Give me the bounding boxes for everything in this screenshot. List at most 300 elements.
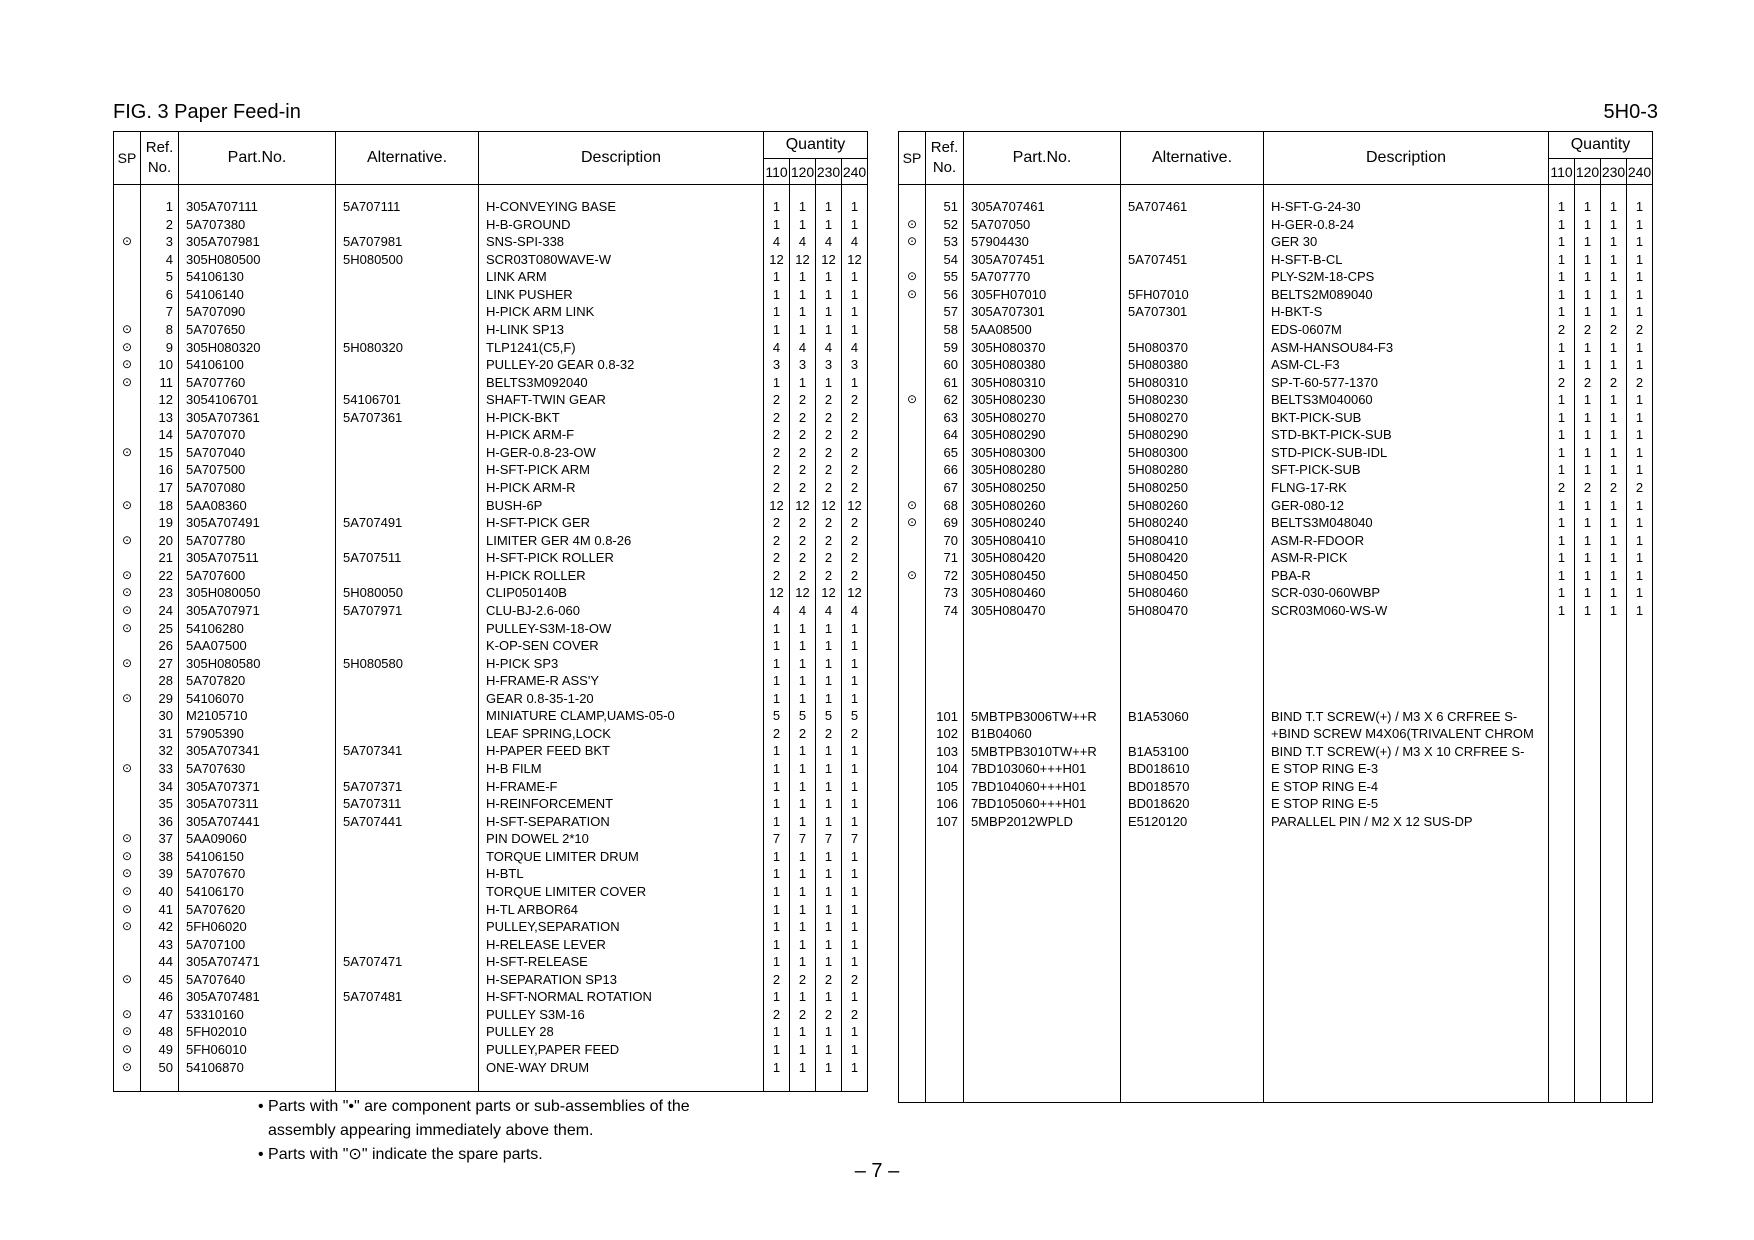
qty-110: 2: [764, 461, 790, 479]
table-row: [114, 426, 868, 444]
ref-no: 25: [141, 620, 179, 638]
spare-marker: [114, 953, 141, 971]
qty-230: 1: [1601, 356, 1627, 374]
table-row: [114, 1006, 868, 1024]
spare-marker: ⊙: [114, 233, 141, 251]
qty-120: 4: [790, 339, 816, 357]
qty-230: 1: [816, 690, 842, 708]
spare-marker: [899, 198, 926, 216]
ref-no: 5: [141, 268, 179, 286]
qty-110: 2: [764, 971, 790, 989]
part-no: 5A707630: [179, 760, 336, 778]
part-no: 305A707481: [179, 988, 336, 1006]
table-row: [114, 514, 868, 532]
part-no: 305A707511: [179, 549, 336, 567]
alternative-part-no: [336, 303, 479, 321]
part-no: 5AA09060: [179, 830, 336, 848]
qty-230: 1: [1601, 391, 1627, 409]
qty-230: 1: [816, 813, 842, 831]
description: BIND T.T SCREW(+) / M3 X 6 CRFREE S-: [1264, 708, 1549, 726]
table-row: [114, 725, 868, 743]
qty-120: 1: [790, 321, 816, 339]
spare-marker: [114, 303, 141, 321]
table-row: [899, 216, 1653, 234]
alternative-part-no: B1A53060: [1121, 708, 1264, 726]
qty-110: 1: [764, 988, 790, 1006]
qty-240: 1: [842, 742, 868, 760]
qty-110: 2: [1549, 374, 1575, 392]
header-alternative: Alternative.: [336, 132, 479, 185]
ref-no: 23: [141, 584, 179, 602]
qty-110: 1: [764, 918, 790, 936]
qty-120: 12: [790, 251, 816, 269]
qty-110: 1: [764, 742, 790, 760]
qty-120: 1: [1575, 444, 1601, 462]
description: SCR03T080WAVE-W: [479, 251, 764, 269]
qty-110: 1: [1549, 198, 1575, 216]
qty-120: 2: [1575, 374, 1601, 392]
qty-110: 2: [764, 514, 790, 532]
qty-230: 1: [816, 216, 842, 234]
qty-240: 1: [1627, 514, 1653, 532]
qty-120: 1: [790, 778, 816, 796]
description: SCR-030-060WBP: [1264, 584, 1549, 602]
qty-120: 1: [1575, 567, 1601, 585]
qty-240: 2: [842, 725, 868, 743]
qty-240: 12: [842, 497, 868, 515]
part-no: 5A707070: [179, 426, 336, 444]
qty-240: 1: [1627, 461, 1653, 479]
parts-list-right: [899, 185, 1653, 1103]
qty-120: 2: [790, 391, 816, 409]
ref-no: 45: [141, 971, 179, 989]
table-row: [114, 374, 868, 392]
part-no: 305H080260: [964, 497, 1121, 515]
spare-marker: [899, 409, 926, 427]
table-row: [899, 321, 1653, 339]
part-no: 57905390: [179, 725, 336, 743]
qty-240: 1: [1627, 497, 1653, 515]
ref-no: 28: [141, 672, 179, 690]
description: H-SFT-SEPARATION: [479, 813, 764, 831]
alternative-part-no: [336, 356, 479, 374]
description: PLY-S2M-18-CPS: [1264, 268, 1549, 286]
qty-110: 1: [1549, 268, 1575, 286]
spare-marker: [899, 813, 926, 831]
qty-110: 1: [764, 374, 790, 392]
qty-230: 5: [816, 707, 842, 725]
ref-no: 30: [141, 707, 179, 725]
table-row: [899, 374, 1653, 392]
description: PULLEY S3M-16: [479, 1006, 764, 1024]
qty-110: [1549, 795, 1575, 813]
part-no: 305A707981: [179, 233, 336, 251]
part-no: 7BD103060+++H01: [964, 760, 1121, 778]
spare-marker: ⊙: [114, 444, 141, 462]
spare-marker: ⊙: [114, 830, 141, 848]
qty-110: 3: [764, 356, 790, 374]
spare-marker: [899, 303, 926, 321]
description: H-SEPARATION SP13: [479, 971, 764, 989]
description: SP-T-60-577-1370: [1264, 374, 1549, 392]
header-model-240: 240: [842, 159, 868, 185]
ref-no: 102: [926, 725, 964, 743]
qty-240: 1: [1627, 286, 1653, 304]
spare-marker: [899, 708, 926, 726]
qty-110: 4: [764, 339, 790, 357]
qty-240: 3: [842, 356, 868, 374]
qty-110: 2: [764, 444, 790, 462]
table-row: [899, 356, 1653, 374]
description: H-B FILM: [479, 760, 764, 778]
alternative-part-no: [336, 461, 479, 479]
header-quantity: Quantity: [1549, 132, 1653, 159]
qty-230: 1: [816, 637, 842, 655]
qty-230: 1: [816, 795, 842, 813]
qty-230: 1: [1601, 426, 1627, 444]
alternative-part-no: [1121, 233, 1264, 251]
description: PARALLEL PIN / M2 X 12 SUS-DP: [1264, 813, 1549, 831]
description: ASM-R-FDOOR: [1264, 532, 1549, 550]
ref-no: 29: [141, 690, 179, 708]
description: H-SFT-G-24-30: [1264, 198, 1549, 216]
qty-120: 1: [1575, 461, 1601, 479]
qty-110: 1: [764, 1041, 790, 1059]
table-row: [899, 778, 1653, 796]
description: ASM-CL-F3: [1264, 356, 1549, 374]
table-row: [114, 830, 868, 848]
qty-120: 1: [790, 760, 816, 778]
qty-120: 1: [790, 901, 816, 919]
ref-no: 47: [141, 1006, 179, 1024]
ref-no: 59: [926, 339, 964, 357]
qty-120: 1: [790, 620, 816, 638]
qty-240: 2: [1627, 321, 1653, 339]
qty-120: 1: [1575, 286, 1601, 304]
alternative-part-no: BD018610: [1121, 760, 1264, 778]
qty-230: 1: [816, 303, 842, 321]
qty-120: [1575, 760, 1601, 778]
table-row: [114, 549, 868, 567]
description: PULLEY,PAPER FEED: [479, 1041, 764, 1059]
qty-120: 1: [790, 848, 816, 866]
spare-marker: [114, 198, 141, 216]
header-description: Description: [1264, 132, 1549, 185]
part-no: 305H080460: [964, 584, 1121, 602]
qty-110: 1: [764, 813, 790, 831]
table-row: [114, 918, 868, 936]
header-model-110: 110: [764, 159, 790, 185]
qty-110: 12: [764, 251, 790, 269]
table-row: [114, 971, 868, 989]
spare-marker: ⊙: [899, 286, 926, 304]
qty-230: 2: [816, 426, 842, 444]
part-no: 3054106701: [179, 391, 336, 409]
qty-120: 2: [790, 426, 816, 444]
alternative-part-no: [336, 426, 479, 444]
ref-no: 40: [141, 883, 179, 901]
spacer-row: [114, 185, 868, 199]
header-model-230: 230: [1601, 159, 1627, 185]
qty-110: 1: [764, 198, 790, 216]
qty-240: 1: [1627, 356, 1653, 374]
alternative-part-no: [336, 760, 479, 778]
spare-marker: [899, 778, 926, 796]
alternative-part-no: 54106701: [336, 391, 479, 409]
part-no: 5A707620: [179, 901, 336, 919]
qty-120: 1: [1575, 198, 1601, 216]
spare-marker: [114, 778, 141, 796]
qty-110: 1: [764, 303, 790, 321]
qty-110: [1549, 813, 1575, 831]
table-row: [114, 444, 868, 462]
description: H-PICK ARM LINK: [479, 303, 764, 321]
qty-240: [1627, 778, 1653, 796]
qty-120: 2: [790, 479, 816, 497]
table-row: [899, 549, 1653, 567]
qty-240: 1: [842, 813, 868, 831]
qty-120: 1: [1575, 356, 1601, 374]
table-row: [114, 672, 868, 690]
part-no: 54106170: [179, 883, 336, 901]
description: LEAF SPRING,LOCK: [479, 725, 764, 743]
part-no: 54106280: [179, 620, 336, 638]
table-row: [899, 461, 1653, 479]
spare-marker: [114, 742, 141, 760]
spare-marker: ⊙: [114, 971, 141, 989]
qty-240: [1627, 743, 1653, 761]
ref-no: 51: [926, 198, 964, 216]
table-row: [899, 725, 1653, 743]
ref-no: 6: [141, 286, 179, 304]
description: LINK ARM: [479, 268, 764, 286]
spare-marker: [114, 479, 141, 497]
qty-240: 1: [1627, 602, 1653, 620]
table-row: [114, 567, 868, 585]
note-component-parts-continued: assembly appearing immediately above them.: [268, 1122, 594, 1139]
qty-110: 2: [1549, 479, 1575, 497]
part-no: 305A707361: [179, 409, 336, 427]
description: H-PICK ARM-F: [479, 426, 764, 444]
ref-no: 74: [926, 602, 964, 620]
spare-marker: ⊙: [114, 865, 141, 883]
ref-no: 53: [926, 233, 964, 251]
ref-no: 7: [141, 303, 179, 321]
part-no: 305H080320: [179, 339, 336, 357]
ref-no: 11: [141, 374, 179, 392]
qty-110: 1: [1549, 602, 1575, 620]
qty-120: [1575, 778, 1601, 796]
qty-240: 1: [842, 637, 868, 655]
description: TORQUE LIMITER COVER: [479, 883, 764, 901]
qty-110: 1: [1549, 461, 1575, 479]
spare-marker: [899, 725, 926, 743]
spare-marker: ⊙: [114, 1041, 141, 1059]
ref-no: 13: [141, 409, 179, 427]
qty-240: 2: [842, 479, 868, 497]
qty-120: 2: [1575, 479, 1601, 497]
qty-120: 1: [790, 268, 816, 286]
part-no: 305H080270: [964, 409, 1121, 427]
table-row: [114, 865, 868, 883]
alternative-part-no: 5H080470: [1121, 602, 1264, 620]
qty-120: 1: [790, 303, 816, 321]
ref-no: 3: [141, 233, 179, 251]
description: H-GER-0.8-24: [1264, 216, 1549, 234]
description: PBA-R: [1264, 567, 1549, 585]
qty-230: 1: [816, 760, 842, 778]
qty-230: 1: [816, 620, 842, 638]
ref-no: 1: [141, 198, 179, 216]
qty-110: 1: [764, 901, 790, 919]
alternative-part-no: 5H080050: [336, 584, 479, 602]
ref-no: 24: [141, 602, 179, 620]
table-row: [899, 479, 1653, 497]
spare-marker: ⊙: [899, 497, 926, 515]
qty-240: 1: [1627, 198, 1653, 216]
qty-120: 1: [790, 936, 816, 954]
description: H-PAPER FEED BKT: [479, 742, 764, 760]
qty-110: 1: [764, 883, 790, 901]
qty-110: 1: [1549, 286, 1575, 304]
qty-110: [1549, 760, 1575, 778]
table-row: [899, 198, 1653, 216]
qty-240: 2: [842, 426, 868, 444]
table-row: [899, 602, 1653, 620]
qty-120: 1: [1575, 303, 1601, 321]
part-no: 5AA08500: [964, 321, 1121, 339]
spare-marker: ⊙: [114, 1023, 141, 1041]
table-row: [114, 901, 868, 919]
spare-marker: [114, 409, 141, 427]
spare-marker: ⊙: [114, 374, 141, 392]
qty-120: 4: [790, 602, 816, 620]
spare-marker: ⊙: [114, 567, 141, 585]
part-no: 5AA07500: [179, 637, 336, 655]
qty-120: 1: [1575, 584, 1601, 602]
part-no: 7BD104060+++H01: [964, 778, 1121, 796]
description: H-SFT-NORMAL ROTATION: [479, 988, 764, 1006]
spare-marker: [114, 795, 141, 813]
spare-marker: ⊙: [899, 216, 926, 234]
table-row: [114, 690, 868, 708]
qty-230: 1: [816, 374, 842, 392]
spare-marker: ⊙: [899, 233, 926, 251]
description: PIN DOWEL 2*10: [479, 830, 764, 848]
qty-110: 1: [1549, 514, 1575, 532]
description: EDS-0607M: [1264, 321, 1549, 339]
qty-240: 2: [842, 567, 868, 585]
qty-240: 1: [1627, 444, 1653, 462]
part-no: 305A707471: [179, 953, 336, 971]
qty-240: 1: [1627, 233, 1653, 251]
qty-120: [1575, 813, 1601, 831]
spare-marker: ⊙: [114, 339, 141, 357]
description: E STOP RING E-5: [1264, 795, 1549, 813]
qty-230: 4: [816, 339, 842, 357]
qty-240: 1: [842, 198, 868, 216]
spare-marker: [899, 602, 926, 620]
alternative-part-no: [336, 936, 479, 954]
qty-240: 1: [842, 216, 868, 234]
ref-no: 50: [141, 1059, 179, 1077]
qty-120: 2: [790, 409, 816, 427]
qty-240: 1: [842, 374, 868, 392]
qty-230: [1601, 725, 1627, 743]
spare-marker: ⊙: [899, 567, 926, 585]
qty-120: 12: [790, 497, 816, 515]
qty-120: 1: [790, 216, 816, 234]
qty-110: 1: [1549, 251, 1575, 269]
header-model-240: 240: [1627, 159, 1653, 185]
alternative-part-no: 5H080450: [1121, 567, 1264, 585]
alternative-part-no: [1121, 268, 1264, 286]
qty-240: [1627, 760, 1653, 778]
description: H-PICK SP3: [479, 655, 764, 673]
spare-marker: [114, 286, 141, 304]
table-row: [114, 251, 868, 269]
alternative-part-no: 5H080380: [1121, 356, 1264, 374]
spare-marker: ⊙: [114, 584, 141, 602]
qty-230: 1: [1601, 567, 1627, 585]
ref-no: 101: [926, 708, 964, 726]
table-row: [114, 760, 868, 778]
description: PULLEY-20 GEAR 0.8-32: [479, 356, 764, 374]
qty-230: 1: [816, 1059, 842, 1077]
qty-230: 1: [816, 286, 842, 304]
qty-110: 1: [1549, 584, 1575, 602]
table-row: [114, 339, 868, 357]
qty-240: 4: [842, 339, 868, 357]
qty-230: [1601, 743, 1627, 761]
qty-110: 1: [764, 1023, 790, 1041]
ref-no: 44: [141, 953, 179, 971]
qty-230: 1: [1601, 409, 1627, 427]
part-no: M2105710: [179, 707, 336, 725]
qty-240: 2: [842, 461, 868, 479]
qty-120: [1575, 743, 1601, 761]
ref-no: 52: [926, 216, 964, 234]
description: TLP1241(C5,F): [479, 339, 764, 357]
qty-110: 1: [1549, 233, 1575, 251]
header-part-no: Part.No.: [964, 132, 1121, 185]
ref-no: 33: [141, 760, 179, 778]
qty-110: 1: [764, 778, 790, 796]
spacer-row: [114, 1076, 868, 1092]
ref-no: 36: [141, 813, 179, 831]
qty-120: 7: [790, 830, 816, 848]
ref-no: 42: [141, 918, 179, 936]
alternative-part-no: B1A53100: [1121, 743, 1264, 761]
description: STD-PICK-SUB-IDL: [1264, 444, 1549, 462]
qty-230: 12: [816, 251, 842, 269]
alternative-part-no: 5H080230: [1121, 391, 1264, 409]
alternative-part-no: [336, 321, 479, 339]
description: BIND T.T SCREW(+) / M3 X 10 CRFREE S-: [1264, 743, 1549, 761]
part-no: 305H080240: [964, 514, 1121, 532]
qty-120: 1: [1575, 497, 1601, 515]
qty-240: 1: [842, 620, 868, 638]
table-row: [114, 602, 868, 620]
table-row: [114, 1023, 868, 1041]
qty-110: 1: [1549, 567, 1575, 585]
table-row: [114, 1041, 868, 1059]
part-no: 305A707311: [179, 795, 336, 813]
description: H-GER-0.8-23-OW: [479, 444, 764, 462]
qty-240: 1: [1627, 216, 1653, 234]
description: H-REINFORCEMENT: [479, 795, 764, 813]
description: BELTS3M048040: [1264, 514, 1549, 532]
